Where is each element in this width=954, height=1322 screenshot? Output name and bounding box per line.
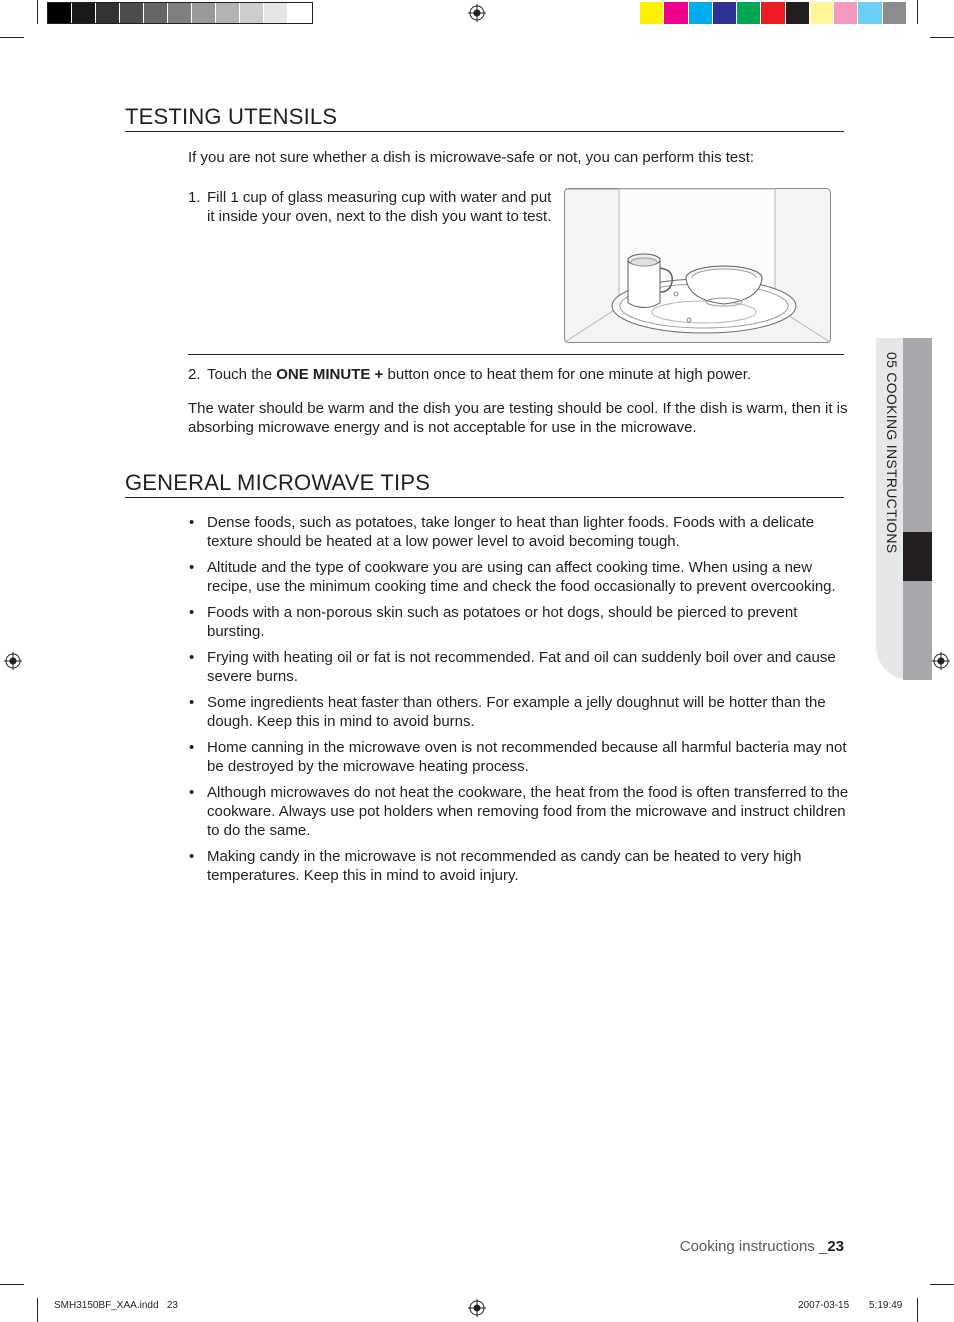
tip-text: Home canning in the microwave oven is not recommended because all harmful bacteria may not be destroyed by the microwave heating process. <box>207 739 847 775</box>
step-1-number: 1. <box>188 189 201 206</box>
chapter-tab-label: 05 COOKING INSTRUCTIONS <box>884 352 900 554</box>
chapter-tab-marker <box>903 532 932 581</box>
page-number: 23 <box>827 1238 844 1255</box>
bullet-icon: • <box>189 559 195 576</box>
color-swatch <box>713 2 737 24</box>
gray-swatch <box>288 3 312 23</box>
tip-text: Foods with a non-porous skin such as potatoes or hot dogs, should be pierced to prevent bursting. <box>207 604 798 640</box>
bullet-icon: • <box>189 604 195 621</box>
print-slug-time: 5:19:49 <box>869 1300 903 1311</box>
tip-item <box>189 783 849 840</box>
crop-mark-bottom-left-v <box>37 1298 38 1322</box>
gray-swatch <box>48 3 72 23</box>
gray-swatch <box>120 3 144 23</box>
color-swatch <box>834 2 858 24</box>
step-2-text <box>207 365 847 384</box>
tip-text: Making candy in the microwave is not recommended as candy can be heated to very high temperatures. Keep this in mind to avoid injury. <box>207 848 802 884</box>
crop-mark-bottom-right-h <box>930 1284 954 1285</box>
tip-text: Dense foods, such as potatoes, take longer to heat than lighter foods. Foods with a delicate texture should be heated at a low power level to avoid becoming tough. <box>207 514 815 550</box>
crop-mark-bottom-right-v <box>917 1298 918 1322</box>
color-swatch <box>858 2 882 24</box>
crop-mark-top-right-h <box>930 37 954 38</box>
crop-mark-top-left-v <box>37 0 38 24</box>
testing-intro: If you are not sure whether a dish is microwave-safe or not, you can perform this test: <box>188 149 755 166</box>
color-swatch <box>786 2 810 24</box>
process-color-bar <box>640 2 907 24</box>
color-swatch <box>640 2 664 24</box>
step-2-text-before: Touch the <box>207 366 277 383</box>
tip-item <box>189 603 849 641</box>
page-footer <box>660 1238 844 1255</box>
tip-item <box>189 847 849 885</box>
step-2-text-after: button once to heat them for one minute at high power. <box>383 366 752 383</box>
bullet-icon: • <box>189 739 195 756</box>
tip-text: Some ingredients heat faster than others. For example a jelly doughnut will be hotter than the dough. Keep this in mind to avoid burns. <box>207 694 826 730</box>
color-swatch <box>664 2 688 24</box>
gray-swatch <box>192 3 216 23</box>
registration-mark-icon <box>468 1299 486 1317</box>
general-tips-heading: GENERAL MICROWAVE TIPS <box>125 470 844 498</box>
print-slug-date: 2007-03-15 <box>798 1300 850 1311</box>
gray-swatch <box>168 3 192 23</box>
footer-section-label: Cooking instructions _ <box>679 1238 828 1255</box>
gray-swatch <box>240 3 264 23</box>
color-swatch <box>761 2 785 24</box>
registration-mark-icon <box>932 652 950 670</box>
gray-color-bar <box>47 2 313 24</box>
tip-item <box>189 558 849 596</box>
testing-conclusion: The water should be warm and the dish you are testing should be cool. If the dish is warm, then it is absorbing microwave energy and is not acceptable for use in the microwave. <box>188 400 848 436</box>
color-swatch <box>737 2 761 24</box>
color-swatch <box>689 2 713 24</box>
testing-utensils-heading: TESTING UTENSILS <box>125 104 844 132</box>
gray-swatch <box>144 3 168 23</box>
crop-mark-top-right-v <box>917 0 918 24</box>
color-swatch <box>810 2 834 24</box>
one-minute-button-label: ONE MINUTE + <box>276 366 384 383</box>
tip-item <box>189 513 849 551</box>
gray-swatch <box>72 3 96 23</box>
gray-swatch <box>216 3 240 23</box>
microwave-test-illustration <box>564 188 831 343</box>
bullet-icon: • <box>189 848 195 865</box>
gray-swatch <box>264 3 288 23</box>
registration-mark-icon <box>468 4 486 22</box>
registration-mark-icon <box>4 652 22 670</box>
tip-text: Altitude and the type of cookware you are using can affect cooking time. When using a new recipe, use the minimum cooking time and check the food occasionally to prevent overcooking. <box>207 559 836 595</box>
bullet-icon: • <box>189 649 195 666</box>
tip-text: Although microwaves do not heat the cookware, the heat from the food is often transferred to the cookware. Always use pot holders when removing food from the microwave and instruct children to do the same. <box>207 784 849 839</box>
crop-mark-top-left-h <box>0 37 24 38</box>
tip-text: Frying with heating oil or fat is not recommended. Fat and oil can suddenly boil over and cause severe burns. <box>207 649 836 685</box>
bullet-icon: • <box>189 784 195 801</box>
step-divider <box>188 354 844 355</box>
tips-list <box>189 513 849 892</box>
bullet-icon: • <box>189 514 195 531</box>
tip-item <box>189 738 849 776</box>
bullet-icon: • <box>189 694 195 711</box>
chapter-tab-stripe <box>903 338 932 680</box>
tip-item <box>189 648 849 686</box>
gray-swatch <box>96 3 120 23</box>
step-2-number: 2. <box>188 366 201 383</box>
color-swatch <box>883 2 907 24</box>
step-1-text: Fill 1 cup of glass measuring cup with water and put it inside your oven, next to the dish you want to test. <box>207 189 552 225</box>
print-slug-file: SMH3150BF_XAA.indd 23 <box>54 1300 178 1311</box>
crop-mark-bottom-left-h <box>0 1284 24 1285</box>
tip-item <box>189 693 849 731</box>
